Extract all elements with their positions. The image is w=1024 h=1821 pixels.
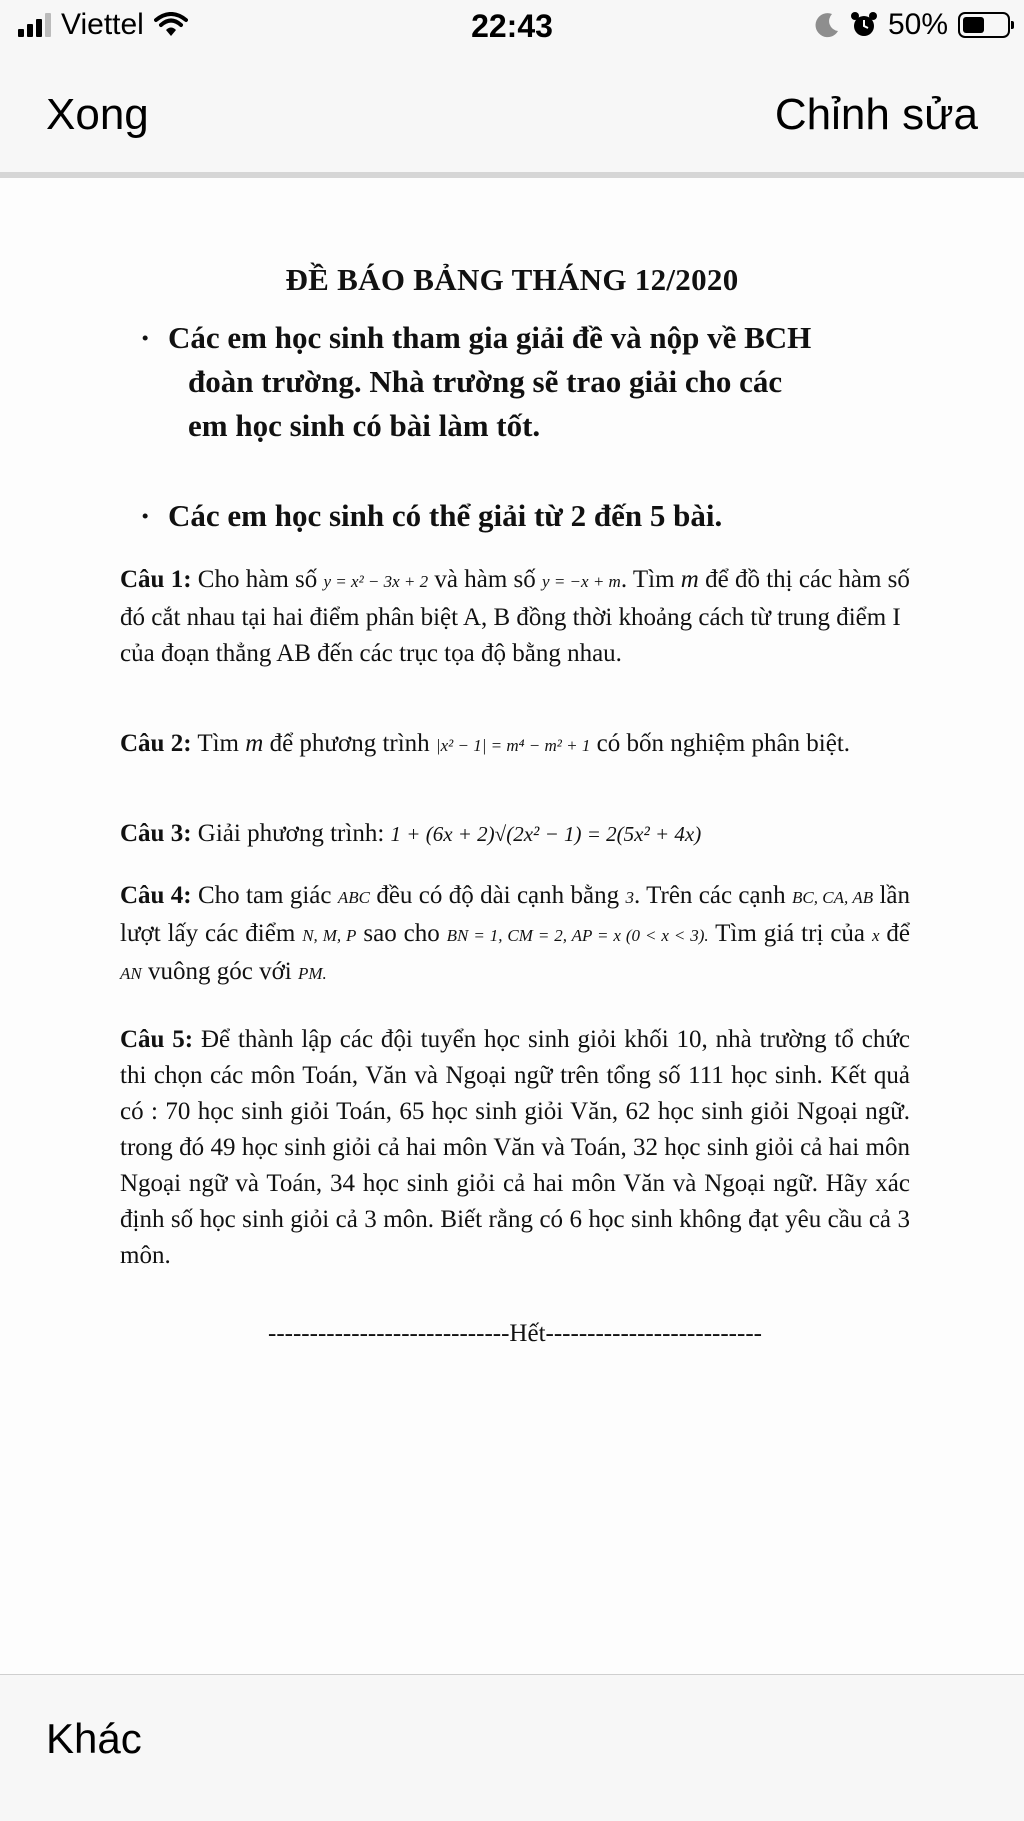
battery-percent: 50% [887,8,948,41]
status-bar [0,0,1024,60]
bullet-dot: · [140,320,151,355]
formula: x [871,926,880,945]
question-text: có bốn nghiệm phân biệt. [590,730,851,757]
question-label: Câu 4: [120,882,192,909]
question-text: . Trên các cạnh [633,882,792,909]
formula: BN = 1, CM = 2, AP = x (0 < x < 3). [446,926,709,945]
bullet-line: Các em học sinh tham gia giải đề và nộp về BCH [168,320,812,355]
question-5 [120,1022,910,1274]
bullet-line: đoàn trường. Nhà trường sẽ trao giải cho các [188,364,783,399]
formula: |x² − 1| = m⁴ − m² + 1 [435,736,591,755]
question-label: Câu 3: [120,820,192,847]
question-text: Cho hàm số [191,566,324,593]
alarm-icon [850,11,878,39]
formula: PM. [298,964,327,983]
formula: N, M, P [302,926,357,945]
question-text: để [879,920,911,947]
document-title: ĐỀ BÁO BẢNG THÁNG 12/2020 [285,262,739,297]
formula: y = −x + m [542,572,621,591]
question-text: để phương trình [263,730,436,757]
question-4 [120,878,910,992]
nav-bar [0,60,1024,172]
status-time: 22:43 [471,8,553,44]
bottom-toolbar [0,1674,1024,1821]
formula: y = x² − 3x + 2 [323,572,429,591]
question-text: lần lượt lấy các điểm [120,882,911,947]
battery-icon [958,12,1010,38]
question-text: . Tìm [620,566,681,593]
formula: 1 + (6x + 2)√(2x² − 1) = 2(5x² + 4x) [390,822,702,846]
carrier-name: Viettel [61,8,144,41]
question-text: sao cho [356,920,447,947]
notice-bullet-1 [140,316,908,448]
question-label: Câu 2: [120,730,192,757]
question-text: Để thành lập các đội tuyển học sinh giỏi khối 10, nhà trường tổ chức thi chọn các môn Toán, Văn và Ngoại ngữ trên tổng số 111 học sinh. Kết quả có : 70 học sinh giỏi Toán, 65 học sinh giỏi Văn, 62 học sinh giỏi Ngoại ngữ. trong đó 49 học sinh giỏi cả hai môn Văn và Toán, 32 học sinh giỏi cả hai môn Ngoại ngữ và Toán, 34 học sinh giỏi cả hai môn Văn và Ngoại ngữ. Hãy xác định số học sinh giỏi cả 3 môn. Biết rằng có 6 học sinh không đạt yêu cầu cả 3 môn. [120,1026,910,1269]
formula: 3 [625,888,634,907]
question-label: Câu 5: [120,1026,194,1053]
battery-fill [963,17,984,33]
question-text: Tìm [191,730,246,757]
formula: ABC [337,888,370,907]
formula: BC, CA, AB [791,888,874,907]
formula: AN [120,964,142,983]
status-right [814,8,1010,42]
bullet-dot: · [140,498,151,533]
document-page [0,178,1024,1674]
question-text: đều có độ dài cạnh bằng [369,882,626,909]
question-2 [120,726,910,764]
document-viewer[interactable] [0,172,1024,1674]
notice-bullet-2 [140,494,908,538]
end-marker: -----------------------------Hết-------------------------- [268,1320,762,1347]
question-text: vuông góc với [141,958,298,985]
question-text: và hàm số [428,566,543,593]
question-text: Tìm giá trị của [708,920,872,947]
question-text: Cho tam giác [191,882,338,909]
question-text: để đồ thị các hàm số đó cắt nhau tại hai điểm phân biệt A, B đồng thời khoảng cách từ trung điểm I của đoạn thẳng AB đến các trục tọa độ bằng nhau. [120,566,910,667]
bullet-line: Các em học sinh có thể giải từ 2 đến 5 bài. [168,498,723,533]
question-text: Giải phương trình: [191,820,391,847]
moon-icon [814,11,840,39]
variable: m [245,730,264,757]
question-label: Câu 1: [120,566,192,593]
question-1 [120,562,910,672]
edit-button[interactable]: Chỉnh sửa [774,90,978,139]
more-button[interactable]: Khác [46,1715,142,1762]
bullet-line: em học sinh có bài làm tốt. [188,408,541,443]
question-3 [120,816,910,852]
variable: m [680,566,699,593]
done-button[interactable]: Xong [46,90,149,139]
